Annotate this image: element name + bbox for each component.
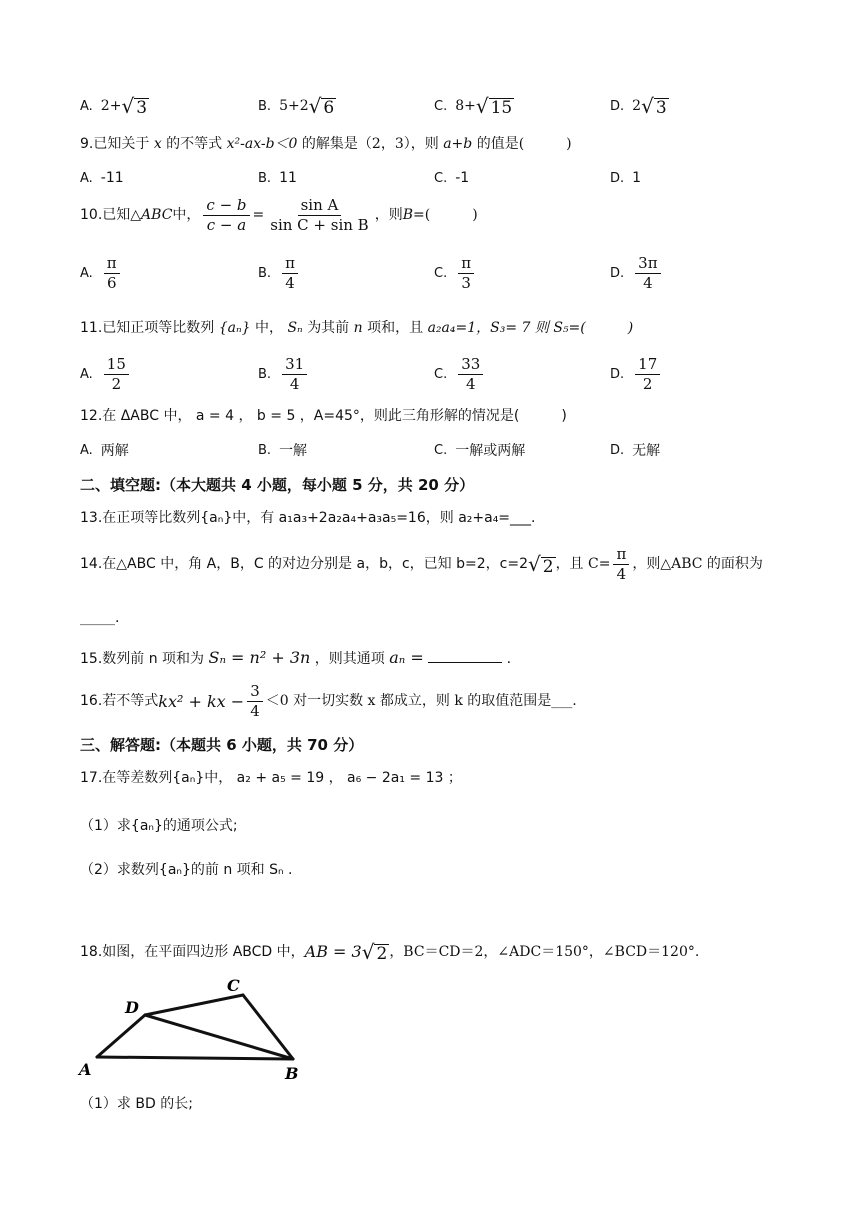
q10-option-b — [258, 254, 301, 293]
option-label: B. — [258, 170, 272, 186]
diagonal-bd — [145, 1015, 293, 1059]
fraction — [635, 254, 660, 293]
sqrt: √ 15 — [475, 94, 513, 119]
q18-part-1: （1）求 BD 的长; — [80, 1096, 193, 1112]
q9-option-d — [610, 170, 641, 186]
var: B — [402, 206, 413, 223]
expression: aₙ = — [389, 648, 424, 667]
q9-option-a — [80, 170, 124, 186]
option-label: D. — [610, 170, 625, 186]
fraction — [203, 196, 249, 235]
option-label: D. — [610, 265, 625, 281]
radicand: 2 — [376, 944, 388, 965]
expression: a₂a₄=1，S₃= 7 则 S₅=( ) — [427, 320, 634, 336]
sqrt: √ 2 — [527, 552, 554, 577]
numerator: π — [458, 254, 474, 274]
q17-stem: 17.在等差数列{aₙ}中， a₂ + a₅ = 19 ， a₆ − 2a₁ = 13 ； — [80, 770, 462, 786]
edge-cb — [243, 995, 293, 1059]
denominator: 4 — [250, 701, 260, 720]
radicand: 15 — [490, 98, 513, 119]
option-label: C. — [434, 265, 448, 281]
text: ，则 — [374, 206, 403, 223]
q17-part-2: （2）求数列{aₙ}的前 n 项和 Sₙ . — [80, 862, 293, 878]
numerator: 15 — [104, 355, 129, 375]
radicand: 2 — [542, 556, 554, 577]
text: ＜0 对一切实数 x 都成立，则 k 的取值范围是___. — [265, 692, 577, 709]
fraction — [247, 682, 263, 721]
numerator: 3 — [247, 682, 263, 702]
denominator: c − a — [206, 215, 247, 234]
option-text: 11 — [279, 170, 297, 186]
option-text: 两解 — [100, 443, 129, 459]
text: = — [252, 206, 265, 223]
text: 11.已知正项等比数列 — [80, 320, 215, 336]
text: 10.已知△ — [80, 206, 142, 223]
option-label: A. — [80, 442, 93, 458]
var: a+b — [443, 136, 473, 152]
numerator: 3π — [635, 254, 660, 274]
q11-stem — [80, 320, 633, 337]
q11-option-c — [434, 355, 486, 394]
expression: Sₙ = n² + 3n — [208, 648, 311, 667]
option-label: C. — [434, 442, 448, 458]
radicand: 3 — [136, 98, 148, 119]
text: . — [506, 651, 512, 667]
text: 的值是( ) — [476, 136, 572, 152]
text: 项和，且 — [367, 320, 424, 336]
option-text: 2+ — [100, 98, 122, 114]
option-text: 2 — [632, 98, 642, 114]
q12-option-b — [258, 440, 307, 460]
text: 为其前 — [307, 320, 350, 336]
option-text: 1 — [632, 170, 642, 186]
q10-option-a — [80, 254, 123, 293]
fraction — [282, 254, 298, 293]
fraction — [458, 355, 483, 394]
text: =( ) — [413, 206, 478, 223]
text: 14.在△ABC 中，角 A，B，C 的对边分别是 a，b，c，已知 b=2，c=2 — [80, 555, 528, 572]
var: x — [153, 136, 162, 152]
option-label: B. — [258, 442, 272, 458]
q14-answer-blank: _____. — [80, 610, 120, 626]
section-2-heading: 二、填空题:（本大题共 4 小题，每小题 5 分，共 20 分） — [80, 476, 475, 494]
numerator: π — [282, 254, 298, 274]
numerator: π — [613, 545, 629, 565]
text: 中， — [255, 320, 284, 336]
edge-dc — [145, 995, 243, 1015]
denominator: 4 — [285, 273, 295, 292]
q13-stem: 13.在正项等比数列{aₙ}中，有 a₁a₃+2a₂a₄+a₃a₅=16，则 a₂+a₄=___. — [80, 510, 536, 526]
answer-blank[interactable] — [428, 662, 502, 663]
option-label: A. — [80, 98, 93, 114]
vertex-label-b: B — [285, 1064, 299, 1083]
option-text: 8+ — [455, 98, 476, 114]
q12-option-a — [80, 440, 129, 460]
q14-stem — [80, 545, 763, 584]
vertex-label-c: C — [227, 976, 240, 995]
numerator: sin A — [298, 196, 342, 216]
sqrt: √ 6 — [308, 94, 335, 119]
option-label: C. — [434, 366, 448, 382]
q17-part-1: （1）求{aₙ}的通项公式; — [80, 818, 238, 834]
denominator: 3 — [461, 273, 471, 292]
option-text: 一解 — [279, 443, 308, 459]
option-label: D. — [610, 98, 625, 114]
option-label: B. — [258, 366, 272, 382]
text: 的不等式 — [166, 136, 223, 152]
numerator: π — [104, 254, 120, 274]
denominator: 4 — [465, 374, 476, 393]
q11-option-d — [610, 355, 663, 394]
denominator: 4 — [289, 374, 300, 393]
option-label: A. — [80, 265, 93, 281]
option-text: -11 — [100, 170, 124, 186]
expression: kx² + kx − — [158, 691, 245, 711]
denominator: 4 — [616, 564, 627, 583]
edge-ab — [97, 1057, 293, 1059]
numerator: 33 — [458, 355, 483, 375]
fraction — [267, 196, 371, 235]
q12-option-c — [434, 440, 525, 460]
q9-stem — [80, 136, 572, 153]
option-label: C. — [434, 170, 448, 186]
text: 的解集是（2，3），则 — [301, 136, 439, 152]
numerator: 17 — [635, 355, 660, 375]
quadrilateral-figure — [75, 975, 315, 1085]
fraction — [282, 355, 307, 394]
q8-option-c — [434, 94, 514, 118]
denominator: 2 — [642, 374, 653, 393]
option-text: 5+2 — [279, 98, 309, 114]
denominator: sin C + sin B — [270, 215, 369, 234]
var: Sₙ — [287, 320, 303, 336]
text: ，且 C= — [555, 555, 611, 572]
denominator: 4 — [643, 273, 653, 292]
q11-option-b — [258, 355, 310, 394]
text: ，则△ABC 的面积为 — [632, 555, 763, 572]
fraction — [613, 545, 629, 584]
text: ，则其通项 — [314, 651, 385, 667]
text: 16.若不等式 — [80, 692, 159, 709]
sequence: {aₙ} — [218, 320, 251, 336]
option-label: A. — [80, 366, 93, 382]
vertex-label-d: D — [125, 998, 139, 1017]
denominator: 6 — [106, 273, 117, 292]
sqrt: √ 2 — [361, 940, 388, 965]
text: 18.如图，在平面四边形 ABCD 中， — [80, 943, 305, 960]
q11-option-a — [80, 355, 132, 394]
fraction — [104, 254, 120, 293]
option-label: B. — [258, 98, 272, 114]
var: ABC — [141, 206, 173, 223]
expression: AB = 3 — [304, 942, 362, 962]
option-text: 一解或两解 — [455, 443, 526, 459]
section-3-heading: 三、解答题:（本题共 6 小题，共 70 分） — [80, 736, 364, 754]
q8-option-b — [258, 94, 336, 118]
q12-option-d — [610, 440, 660, 460]
q8-option-a — [80, 94, 149, 118]
q18-stem — [80, 940, 699, 964]
option-label: A. — [80, 170, 93, 186]
option-label: B. — [258, 265, 272, 281]
denominator: 2 — [111, 374, 122, 393]
option-label: D. — [610, 366, 625, 382]
q9-option-c — [434, 170, 469, 186]
numerator: 31 — [282, 355, 307, 375]
vertex-label-a: A — [79, 1060, 92, 1079]
fraction — [458, 254, 474, 293]
option-label: C. — [434, 98, 448, 114]
option-text: 无解 — [632, 443, 661, 459]
q9-option-b — [258, 170, 297, 186]
text: ，BC＝CD＝2，∠ADC＝150°，∠BCD＝120°. — [389, 943, 700, 960]
q15-stem — [80, 648, 511, 668]
text: 9.已知关于 — [80, 136, 150, 152]
var: n — [353, 320, 363, 336]
q12-stem: 12.在 ΔABC 中， a = 4 ， b = 5 ，A=45°，则此三角形解的情况是( ) — [80, 408, 567, 424]
sqrt: √ 3 — [641, 94, 667, 119]
fraction — [635, 355, 660, 394]
radicand: 3 — [655, 98, 667, 119]
option-label: D. — [610, 442, 625, 458]
q10-option-c — [434, 254, 477, 293]
numerator: c − b — [203, 196, 249, 216]
radicand: 6 — [323, 98, 335, 119]
text: 15.数列前 n 项和为 — [80, 651, 205, 667]
q10-option-d — [610, 254, 664, 293]
q8-option-d — [610, 94, 669, 118]
edge-ad — [97, 1015, 145, 1057]
fraction — [104, 355, 129, 394]
sqrt: √ 3 — [121, 94, 148, 119]
expression: x²-ax-b＜0 — [226, 136, 298, 152]
text: 中， — [172, 206, 201, 223]
q10-stem — [80, 196, 478, 235]
q16-stem — [80, 682, 577, 721]
option-text: -1 — [455, 170, 470, 186]
